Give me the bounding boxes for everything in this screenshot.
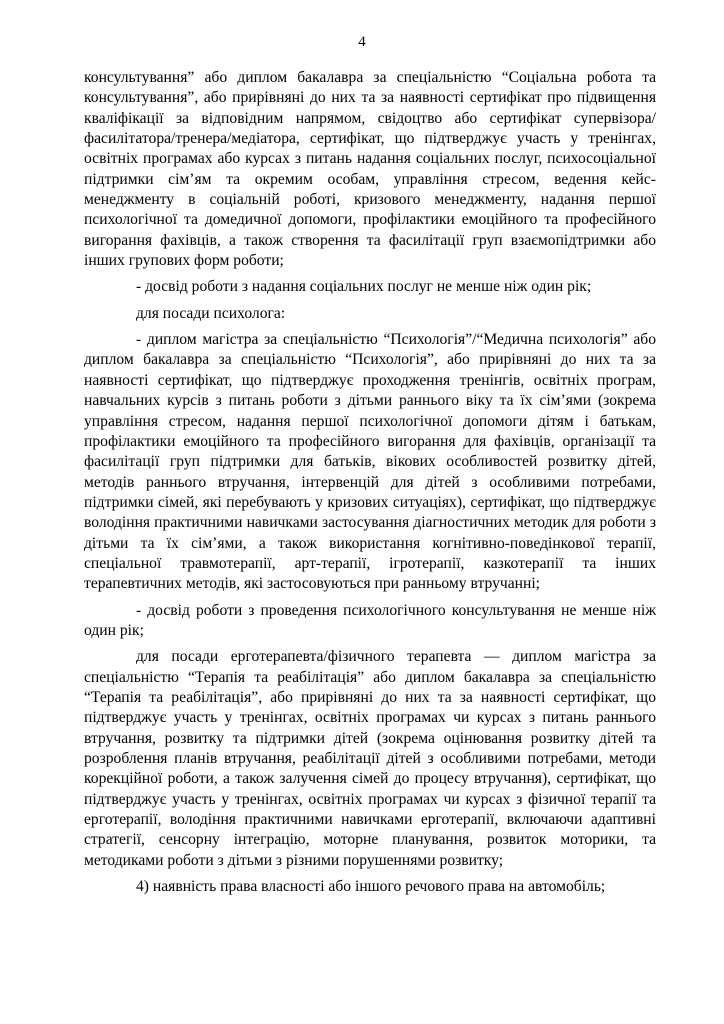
paragraph-psychologist-experience: - досвід роботи з проведення психологічного консультування не менше ніж один рік;: [84, 601, 656, 639]
document-body: [84, 68, 656, 897]
paragraph-qualification-social-work: консультування” або диплом бакалавра за спеціальністю “Соціальна робота та консультування”, або прирівняні до них та за наявності сертифікат про підвищення кваліфікації за відповідним напрямом, свідоцтво або сертифікат супервізора/фасилітатора/тренера/медіатора, сертифікат, що підтверджує участь у тренінгах, освітніх програмах або курсах з питань надання соціальних послуг, психосоціальної підтримки сім’ям та окремим особам, управління стресом, ведення кейс-менеджменту в соціальній роботі, кризового менеджменту, надання першої психологічної та домедичної допомоги, профілактики емоційного та професійного вигорання фахівців, а також створення та фасилітації груп взаємопідтримки або інших групових форм роботи;: [84, 69, 656, 270]
page-number: 4: [358, 34, 366, 50]
paragraph-psychologist-heading: для посади психолога:: [136, 304, 286, 322]
paragraph-psychologist-diploma: - диплом магістра за спеціальністю “Психологія”/“Медична психологія” або диплом бакалавра за спеціальністю “Психологія”, або прирівняні до них та за наявності сертифікат, що підтверджує проходження тренінгів, освітніх програм, навчальних курсів з питань роботи з дітьми раннього віку та їх сім’ями (зокрема управління стресом, надання першої психологічної допомоги дітям і батькам, профілактики емоційного та професійного вигорання для фахівців, організації та фасилітації груп підтримки для батьків, вікових особливостей розвитку дітей, методів раннього втручання, інтервенцій для дітей з особливими потребами, підтримки сімей, які перебувають у кризових ситуаціях), сертифікат, що підтверджує володіння практичними навичками застосування діагностичних методик для роботи з дітьми та їх сім’ями, а також використання когнітивно-поведінкової терапії, спеціальної травмотерапії, арт-терапії, ігротерапії, казкотерапії та інших терапевтичних методів, які застосовуються при ранньому втручанні;: [84, 331, 656, 593]
paragraph-experience-social-services: - досвід роботи з надання соціальних послуг не менше ніж один рік;: [136, 278, 592, 296]
paragraph-item-4-vehicle: 4) наявність права власності або іншого речового права на автомобіль;: [136, 878, 606, 896]
paragraph-ergotherapist-requirements: для посади ерготерапевта/фізичного терапевта — диплом магістра за спеціальністю “Терапія та реабілітація” або диплом бакалавра за спеціальністю “Терапія та реабілітація”, або прирівняні до них та за наявності сертифікат, що підтверджує участь у тренінгах, освітніх програмах чи курсах з питань раннього втручання, розвитку та підтримки дітей (зокрема оцінювання розвитку дітей та розроблення планів втручання, реабілітації дітей з особливими потребами, методи корекційної роботи, а також залучення сімей до процесу втручання), сертифікат, що підтверджує участь у тренінгах, освітніх програмах чи курсах з фізичної терапії та ерготерапії, володіння практичними навичками ерготерапії, включаючи адаптивні стратегії, сенсорну інтеграцію, моторне планування, розвиток моторики, та методиками роботи з дітьми з різними порушеннями розвитку;: [84, 648, 656, 869]
